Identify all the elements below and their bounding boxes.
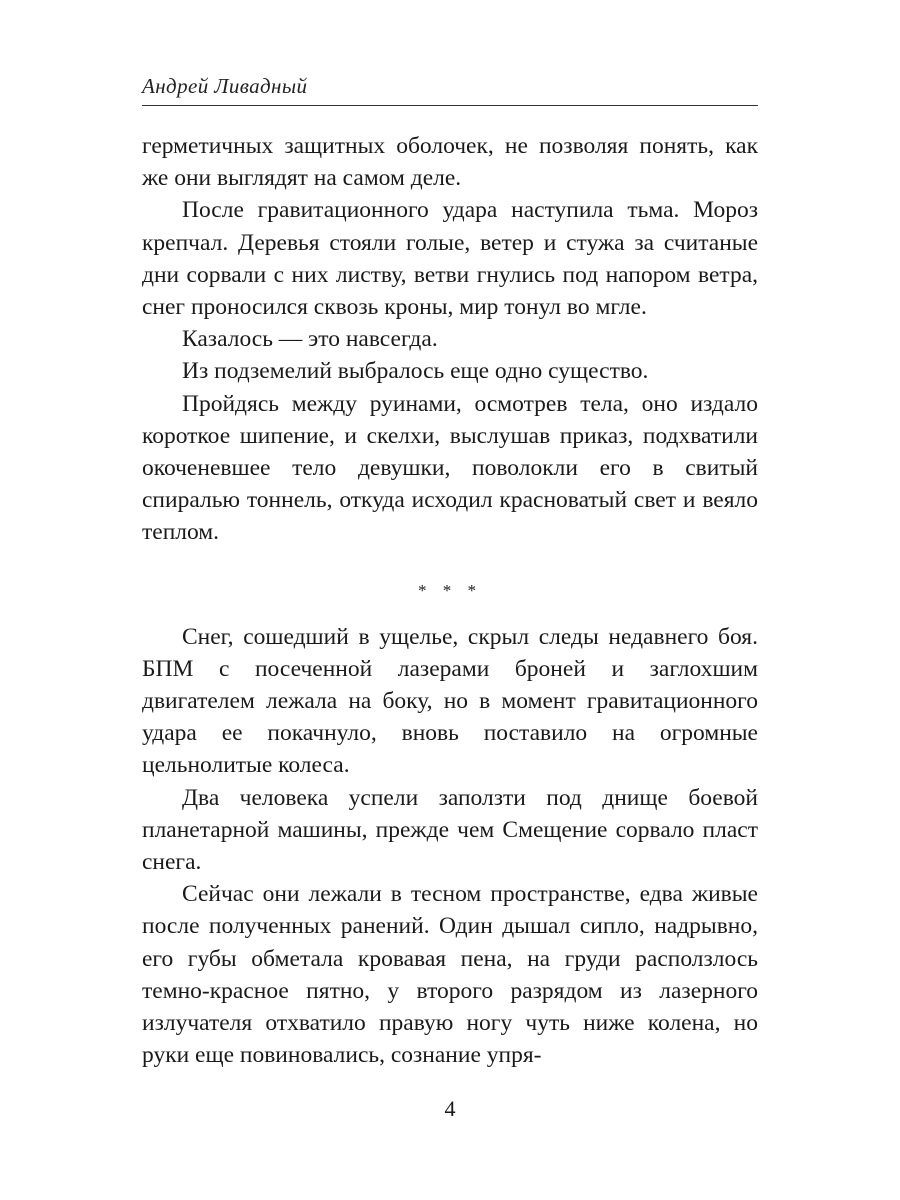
- paragraph: Из подземелий выбралось еще одно существо.: [182, 358, 649, 385]
- page-number: 4: [444, 1096, 456, 1121]
- header-rule: [142, 105, 758, 106]
- paragraph: Два человека успели заползти под днище боевой планетарной машины, прежде чем Смещение сорвало пласт снега.: [142, 784, 758, 876]
- running-head-author: Андрей Ливадный: [142, 74, 308, 98]
- paragraph: Казалось — это навсегда.: [182, 326, 438, 353]
- paragraph: герметичных защитных оболочек, не позволяя понять, как же они выглядят на самом деле.: [142, 133, 758, 192]
- body-text: [142, 130, 758, 1071]
- paragraph: Снег, сошедший в ущелье, скрыл следы недавнего боя. БПМ с посеченной лазерами броней и заглохшим двигателем лежала на боку, но в момент гравитационного удара ее покачнуло, вновь поставило на огромные цельнолитые колеса.: [142, 623, 758, 779]
- scene-break: * * *: [418, 580, 482, 600]
- paragraph: Сейчас они лежали в тесном пространстве, едва живые после полученных ранений. Один дышал сипло, надрывно, его губы обметала кровавая пена, на груди расползлось темно-красное пятно, у второго разрядом из лазерного излучателя отхватило правую ногу чуть ниже колена, но руки еще повиновались, сознание упря-: [142, 881, 758, 1069]
- paragraph: После гравитационного удара наступила тьма. Мороз крепчал. Деревья стояли голые, ветер и стужа за считаные дни сорвали с них листву, ветви гнулись под напором ветра, снег проносился сквозь кроны, мир тонул во мгле.: [142, 197, 758, 321]
- paragraph: Пройдясь между руинами, осмотрев тела, оно издало короткое шипение, и скелхи, выслушав приказ, подхватили окоченевшее тело девушки, поволокли его в свитый спиралью тоннель, откуда исходил красноватый свет и веяло теплом.: [142, 390, 758, 546]
